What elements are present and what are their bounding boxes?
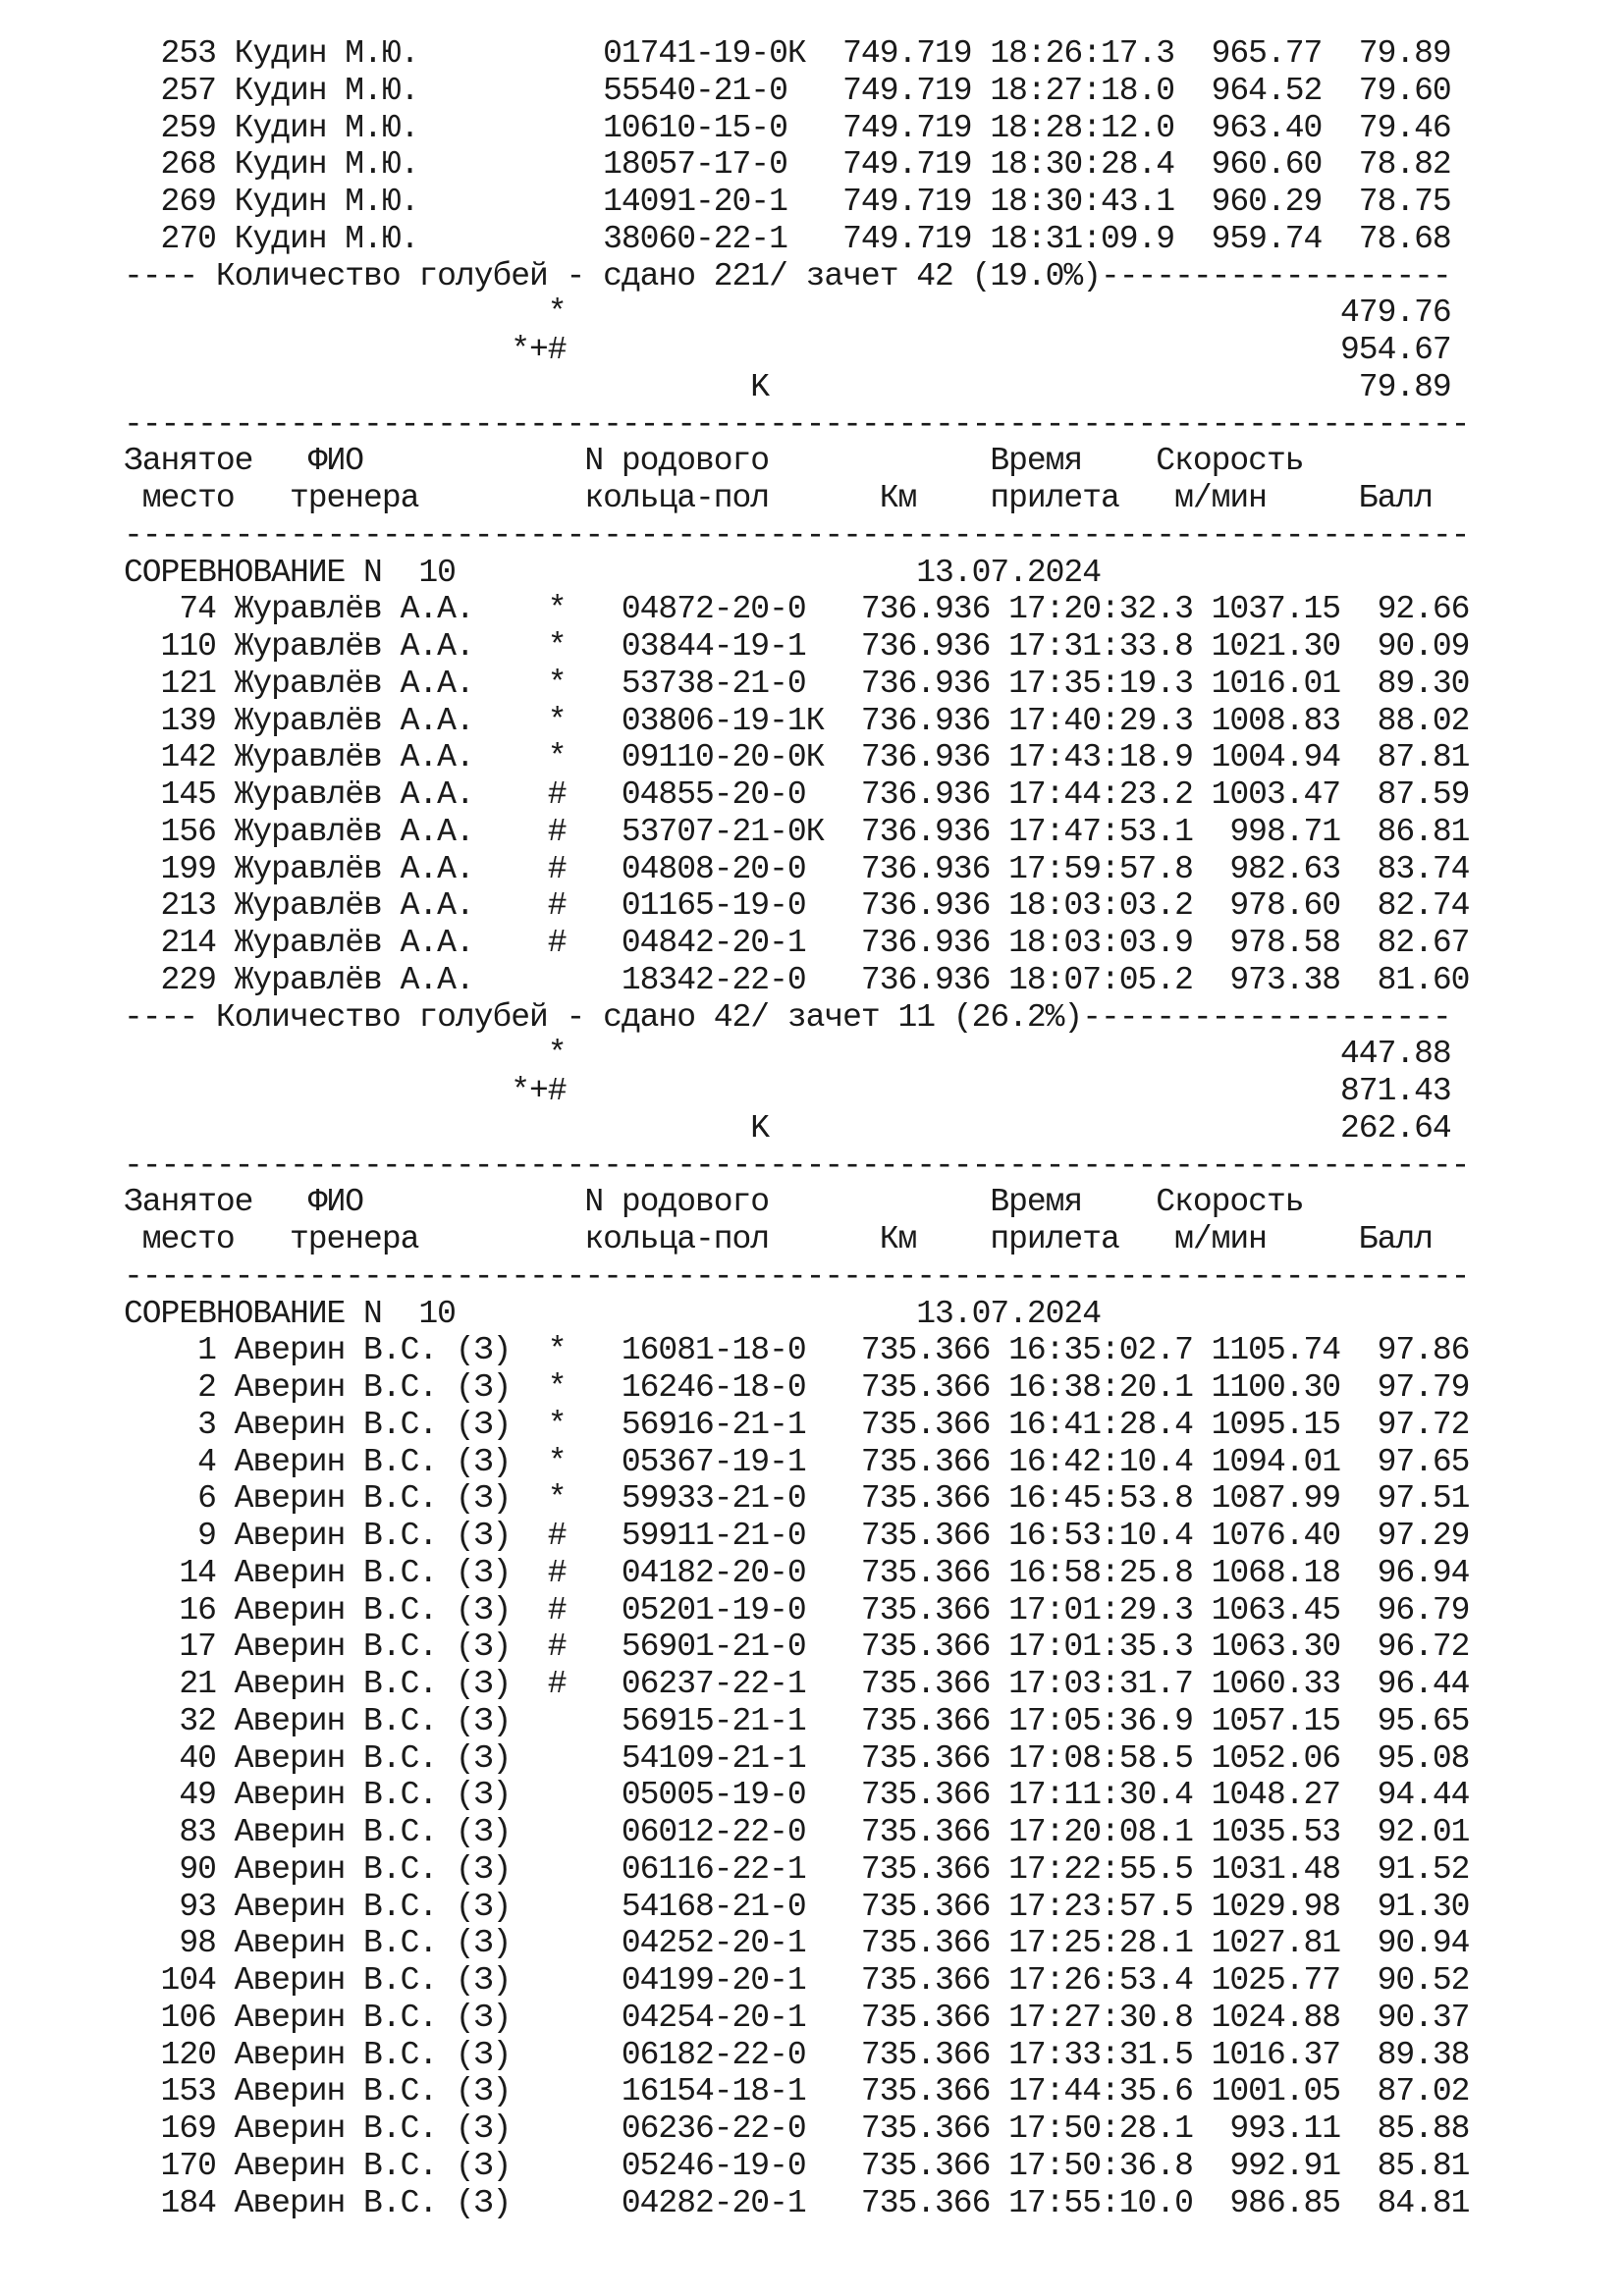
total-line: K 79.89 bbox=[124, 368, 1451, 405]
results-printout bbox=[124, 35, 1469, 2221]
total-line: *+# 871.43 bbox=[124, 1073, 1451, 1109]
result-row: 14 Аверин В.С. (З) # 04182-20-0 735.366 16:58:25.8 1068.18 96.94 bbox=[124, 1554, 1470, 1591]
result-row: 110 Журавлёв А.А. * 03844-19-1 736.936 17:31:33.8 1021.30 90.09 bbox=[124, 628, 1470, 665]
result-row: 90 Аверин В.С. (З) 06116-22-1 735.366 17:22:55.5 1031.48 91.52 bbox=[124, 1850, 1470, 1888]
separator-line: ------------------------------------------------------------------------- bbox=[124, 1147, 1470, 1184]
result-row: 268 Кудин М.Ю. 18057-17-0 749.719 18:30:28.4 960.60 78.82 bbox=[124, 146, 1451, 184]
result-row: 40 Аверин В.С. (З) 54109-21-1 735.366 17:08:58.5 1052.06 95.08 bbox=[124, 1739, 1470, 1777]
result-row: 156 Журавлёв А.А. # 53707-21-0К 736.936 17:47:53.1 998.71 86.81 bbox=[124, 813, 1470, 850]
result-row: 139 Журавлёв А.А. * 03806-19-1К 736.936 17:40:29.3 1008.83 88.02 bbox=[124, 702, 1470, 739]
total-line: *+# 954.67 bbox=[124, 332, 1451, 368]
result-row: 270 Кудин М.Ю. 38060-22-1 749.719 18:31:09.9 959.74 78.68 bbox=[124, 220, 1451, 257]
column-header: Занятое ФИО N родового Время Скорость bbox=[124, 1184, 1304, 1221]
result-row: 121 Журавлёв А.А. * 53738-21-0 736.936 17:35:19.3 1016.01 89.30 bbox=[124, 665, 1470, 702]
result-row: 142 Журавлёв А.А. * 09110-20-0К 736.936 17:43:18.9 1004.94 87.81 bbox=[124, 739, 1470, 776]
result-row: 269 Кудин М.Ю. 14091-20-1 749.719 18:30:43.1 960.29 78.75 bbox=[124, 184, 1451, 220]
column-header: место тренера кольца-пол Км прилета м/мин Балл bbox=[124, 480, 1433, 516]
result-row: 49 Аверин В.С. (З) 05005-19-0 735.366 17:11:30.4 1048.27 94.44 bbox=[124, 1777, 1470, 1814]
result-row: 170 Аверин В.С. (З) 05246-19-0 735.366 17:50:36.8 992.91 85.81 bbox=[124, 2147, 1470, 2184]
result-row: 213 Журавлёв А.А. # 01165-19-0 736.936 18:03:03.2 978.60 82.74 bbox=[124, 887, 1470, 925]
result-row: 16 Аверин В.С. (З) # 05201-19-0 735.366 17:01:29.3 1063.45 96.79 bbox=[124, 1591, 1470, 1629]
result-row: 3 Аверин В.С. (З) * 56916-21-1 735.366 16:41:28.4 1095.15 97.72 bbox=[124, 1406, 1470, 1443]
result-row: 106 Аверин В.С. (З) 04254-20-1 735.366 17:27:30.8 1024.88 90.37 bbox=[124, 1999, 1470, 2036]
summary-line: ---- Количество голубей - сдано 42/ зачет 11 (26.2%)-------------------- bbox=[124, 998, 1451, 1036]
separator-line: ------------------------------------------------------------------------- bbox=[124, 405, 1470, 443]
result-row: 83 Аверин В.С. (З) 06012-22-0 735.366 17:20:08.1 1035.53 92.01 bbox=[124, 1814, 1470, 1850]
result-row: 199 Журавлёв А.А. # 04808-20-0 736.936 17:59:57.8 982.63 83.74 bbox=[124, 850, 1470, 887]
result-row: 6 Аверин В.С. (З) * 59933-21-0 735.366 16:45:53.8 1087.99 97.51 bbox=[124, 1480, 1470, 1518]
result-row: 74 Журавлёв А.А. * 04872-20-0 736.936 17:20:32.3 1037.15 92.66 bbox=[124, 591, 1470, 628]
competition-header: СОРЕВНОВАНИЕ N 10 13.07.2024 bbox=[124, 554, 1101, 591]
result-row: 184 Аверин В.С. (З) 04282-20-1 735.366 17:55:10.0 986.85 84.81 bbox=[124, 2184, 1470, 2221]
result-row: 214 Журавлёв А.А. # 04842-20-1 736.936 18:03:03.9 978.58 82.67 bbox=[124, 925, 1470, 961]
result-row: 153 Аверин В.С. (З) 16154-18-1 735.366 17:44:35.6 1001.05 87.02 bbox=[124, 2073, 1470, 2110]
result-row: 98 Аверин В.С. (З) 04252-20-1 735.366 17:25:28.1 1027.81 90.94 bbox=[124, 1925, 1470, 1962]
result-row: 120 Аверин В.С. (З) 06182-22-0 735.366 17:33:31.5 1016.37 89.38 bbox=[124, 2036, 1470, 2073]
result-row: 145 Журавлёв А.А. # 04855-20-0 736.936 17:44:23.2 1003.47 87.59 bbox=[124, 776, 1470, 813]
total-line: * 447.88 bbox=[124, 1036, 1451, 1073]
result-row: 21 Аверин В.С. (З) # 06237-22-1 735.366 17:03:31.7 1060.33 96.44 bbox=[124, 1666, 1470, 1702]
result-row: 4 Аверин В.С. (З) * 05367-19-1 735.366 16:42:10.4 1094.01 97.65 bbox=[124, 1443, 1470, 1480]
total-line: K 262.64 bbox=[124, 1109, 1451, 1147]
result-row: 169 Аверин В.С. (З) 06236-22-0 735.366 17:50:28.1 993.11 85.88 bbox=[124, 2110, 1470, 2147]
competition-header: СОРЕВНОВАНИЕ N 10 13.07.2024 bbox=[124, 1295, 1101, 1332]
result-row: 257 Кудин М.Ю. 55540-21-0 749.719 18:27:18.0 964.52 79.60 bbox=[124, 72, 1451, 109]
result-row: 93 Аверин В.С. (З) 54168-21-0 735.366 17:23:57.5 1029.98 91.30 bbox=[124, 1888, 1470, 1925]
result-row: 104 Аверин В.С. (З) 04199-20-1 735.366 17:26:53.4 1025.77 90.52 bbox=[124, 1962, 1470, 1999]
result-row: 32 Аверин В.С. (З) 56915-21-1 735.366 17:05:36.9 1057.15 95.65 bbox=[124, 1702, 1470, 1739]
result-row: 17 Аверин В.С. (З) # 56901-21-0 735.366 17:01:35.3 1063.30 96.72 bbox=[124, 1629, 1470, 1666]
column-header: Занятое ФИО N родового Время Скорость bbox=[124, 443, 1304, 480]
separator-line: ------------------------------------------------------------------------- bbox=[124, 516, 1470, 554]
result-row: 229 Журавлёв А.А. 18342-22-0 736.936 18:07:05.2 973.38 81.60 bbox=[124, 961, 1470, 998]
separator-line: ------------------------------------------------------------------------- bbox=[124, 1257, 1470, 1295]
total-line: * 479.76 bbox=[124, 294, 1451, 332]
result-row: 1 Аверин В.С. (З) * 16081-18-0 735.366 16:35:02.7 1105.74 97.86 bbox=[124, 1332, 1470, 1369]
result-row: 2 Аверин В.С. (З) * 16246-18-0 735.366 16:38:20.1 1100.30 97.79 bbox=[124, 1369, 1470, 1406]
result-row: 9 Аверин В.С. (З) # 59911-21-0 735.366 16:53:10.4 1076.40 97.29 bbox=[124, 1518, 1470, 1554]
summary-line: ---- Количество голубей - сдано 221/ зачет 42 (19.0%)------------------- bbox=[124, 257, 1451, 294]
result-row: 259 Кудин М.Ю. 10610-15-0 749.719 18:28:12.0 963.40 79.46 bbox=[124, 109, 1451, 146]
column-header: место тренера кольца-пол Км прилета м/мин Балл bbox=[124, 1221, 1433, 1257]
result-row: 253 Кудин М.Ю. 01741-19-0К 749.719 18:26:17.3 965.77 79.89 bbox=[124, 35, 1451, 72]
